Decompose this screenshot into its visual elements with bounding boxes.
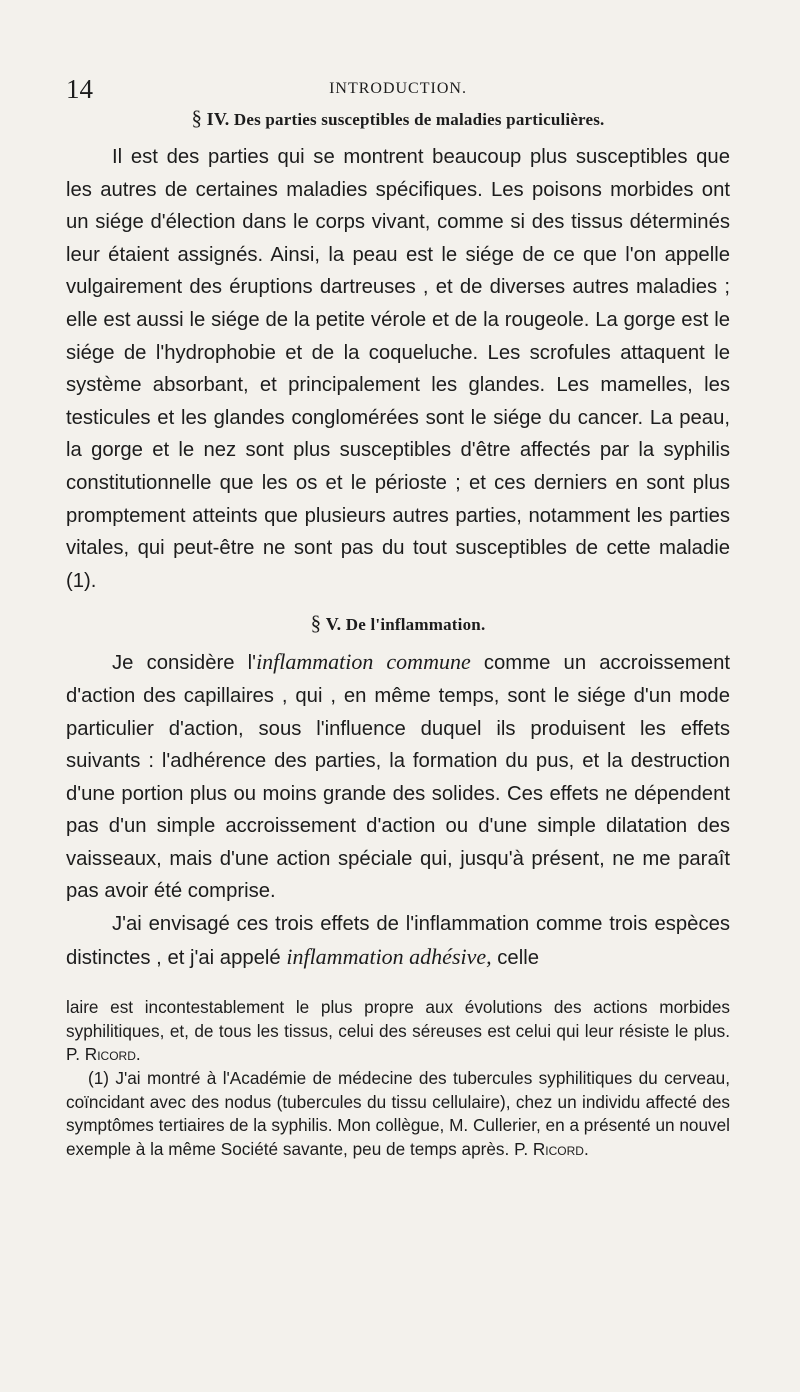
section-number: V. xyxy=(325,614,342,635)
footnotes xyxy=(66,996,730,1161)
footnote-text: J'ai montré à l'Académie de médecine des tubercules syphilitiques du cerveau, coïncidant avec des nodus (tubercules du tissu cellulaire), chez un individu affecté des symptômes tertiaires de la syphilis. Mon collègue, M. Cullerier, en a présenté un nouvel exemple à la même Société savante, peu de temps après. xyxy=(66,1068,730,1159)
text-run: Je considère l' xyxy=(112,652,257,675)
footnote-1 xyxy=(66,1067,730,1161)
text-run: celle xyxy=(491,946,540,969)
section-iv-paragraph: Il est des parties qui se montrent beaucoup plus susceptibles que les autres de certaines maladies spécifiques. Les poisons morbides ont un siége d'élection dans le corps vivant, comme si des tissus déterminés leur étaient assignés. Ainsi, la peau est le siége de ce que l'on appelle vulgairement des éruptions dartreuses , et de diverses autres maladies ; elle est aussi le siége de la petite vérole et de la rougeole. La gorge est le siége de l'hydrophobie et de la coqueluche. Les scrofules attaquent le système absorbant, et principalement les glandes. Les mamelles, les testicules et les glandes conglomérées sont le siége du cancer. La peau, la gorge et le nez sont plus susceptibles d'être affectés par la syphilis constitutionnelle que les os et le périoste ; et ces derniers en sont plus promptement atteints que plusieurs autres parties, notamment les parties vitales, qui peut-être ne sont pas du tout susceptibles de cette maladie (1). xyxy=(66,146,730,592)
footnote-author: P. Ricord. xyxy=(66,1044,141,1065)
footnote-author: P. Ricord. xyxy=(514,1138,589,1159)
page-header xyxy=(66,70,730,106)
italic-term: inflammation commune xyxy=(256,649,471,675)
text-run: J'ai envisagé ces trois effets de l'inflammation comme trois espèces distinctes , et j'ai appelé xyxy=(66,913,730,969)
footnote-continuation xyxy=(66,996,730,1067)
footnote-marker: (1) xyxy=(88,1068,110,1089)
section-title: Des parties susceptibles de maladies particulières. xyxy=(233,110,605,129)
italic-term: inflammation adhésive, xyxy=(286,943,492,969)
section-v-paragraph-1 xyxy=(66,646,730,908)
page-number: 14 xyxy=(66,74,93,104)
section-v-paragraph-2 xyxy=(66,908,730,974)
running-head: INTRODUCTION. xyxy=(329,80,467,97)
section-heading-iv xyxy=(66,106,730,131)
section-heading-v xyxy=(66,611,730,636)
footnote-text: laire est incontestablement le plus propre aux évolutions des actions morbides syphilitiques, et, de tous les tissus, celui des séreuses est celui qui leur résiste le plus. xyxy=(66,997,730,1041)
section-mark: § xyxy=(191,106,203,130)
section-number: IV. xyxy=(206,109,230,129)
section-title: De l'inflammation. xyxy=(345,615,486,635)
section-mark: § xyxy=(310,611,322,636)
text-run: comme un accroissement d'action des capillaires , qui , en même temps, sont le siége d'un mode particulier d'action, sous l'influence duquel ils produisent les effets suivants : l'adhérence des parties, la formation du pus, et la destruction d'une portion plus ou moins grande des solides. Ces effets ne dépendent pas d'un simple accroissement d'action ou d'une simple dilatation des vaisseaux, mais d'une action spéciale qui, jusqu'à présent, ne me paraît pas avoir été comprise. xyxy=(66,652,730,903)
